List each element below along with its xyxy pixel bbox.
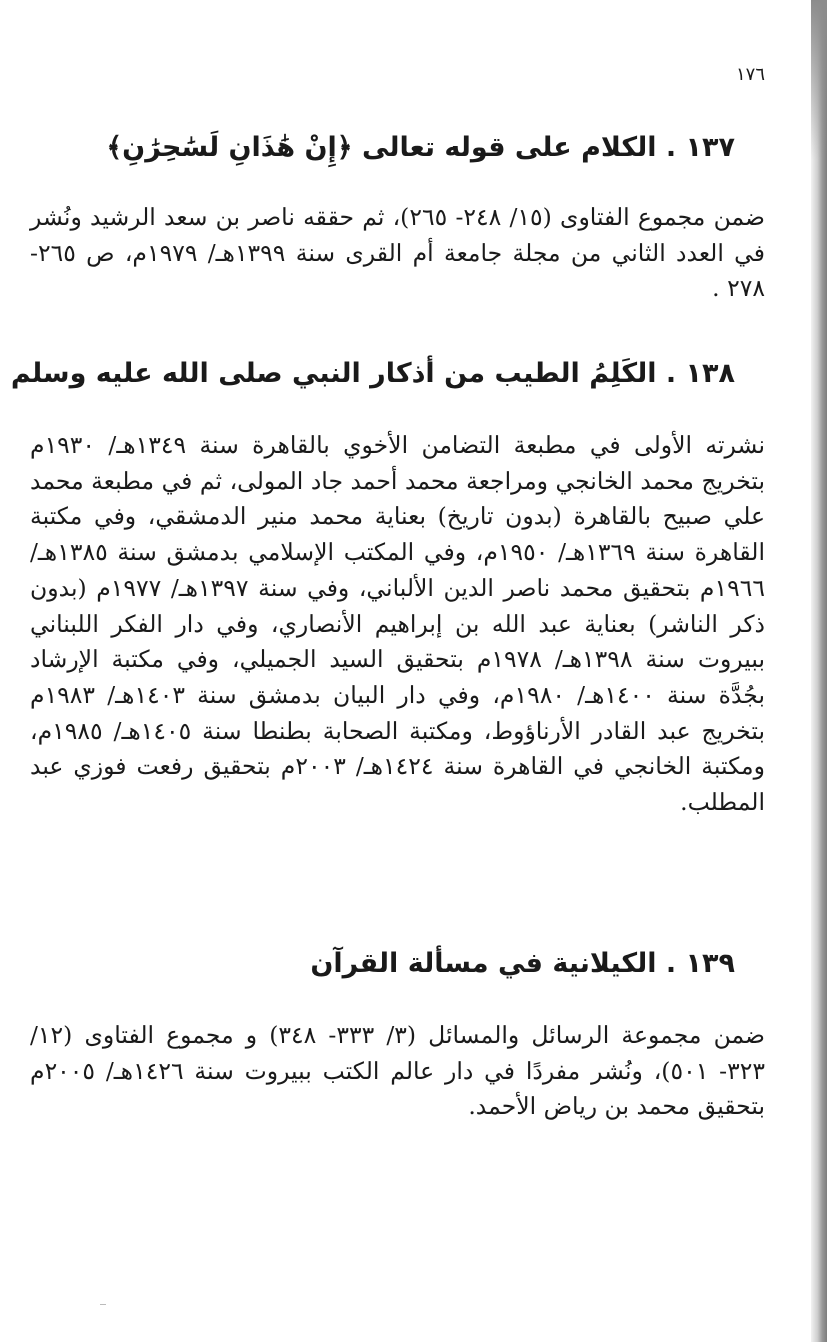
scan-edge-shadow-top [811, 0, 827, 160]
entry-137-body [30, 200, 765, 307]
entry-138-text: نشرته الأولى في مطبعة التضامن الأخوي بالقاهرة سنة ١٣٤٩هـ/ ١٩٣٠م بتخريج محمد الخانجي ومراجعة محمد أحمد جاد المولى، ثم في مطبعة محمد علي صبيح بالقاهرة (بدون تاريخ) بعناية محمد منير الدمشقي، وفي مكتبة القاهرة سنة ١٣٦٩هـ/ ١٩٥٠م، وفي المكتب الإسلامي بدمشق سنة ١٣٨٥هـ/ ١٩٦٦م بتحقيق محمد ناصر الدين الألباني، وفي سنة ١٣٩٧هـ/ ١٩٧٧م (بدون ذكر الناشر) بعناية عبد الله بن إبراهيم الأنصاري، وفي دار الفكر اللبناني ببيروت سنة ١٣٩٨هـ/ ١٩٧٨م بتحقيق السيد الجميلي، وفي مكتبة الإرشاد بجُدَّة سنة ١٤٠٠هـ/ ١٩٨٠م، وفي دار البيان بدمشق سنة ١٤٠٣هـ/ ١٩٨٣م بتخريج عبد القادر الأرناؤوط، ومكتبة الصحابة بطنطا سنة ١٤٠٥هـ/ ١٩٨٥م، ومكتبة الخانجي في القاهرة سنة ١٤٢٤هـ/ ٢٠٠٣م بتحقيق رفعت فوزي عبد المطلب. [30, 431, 765, 817]
entry-138-title: ١٣٨ . الكَلِمُ الطيب من أذكار النبي صلى الله عليه وسلم [10, 358, 735, 389]
entry-137-text: ضمن مجموع الفتاوى (١٥/ ٢٤٨- ٢٦٥)، ثم حققه ناصر بن سعد الرشيد ونُشر في العدد الثاني من مجلة جامعة أم القرى سنة ١٣٩٩هـ/ ١٩٧٩م، ص ٢٦٥- ٢٧٨ . [30, 203, 765, 303]
page-number: ١٧٦ [735, 64, 765, 85]
entry-139-body [30, 1018, 765, 1125]
entry-137-title: ١٣٧ . الكلام على قوله تعالى ﴿إِنْ هَٰذَانِ لَسَٰحِرَٰنِ﴾ [106, 132, 735, 163]
entry-138-body [30, 428, 765, 821]
entry-139-title: ١٣٩ . الكيلانية في مسألة القرآن [310, 948, 735, 979]
entry-139-text: ضمن مجموعة الرسائل والمسائل (٣/ ٣٣٣- ٣٤٨) و مجموع الفتاوى (١٢/ ٣٢٣- ٥٠١)، ونُشر مفردًا في دار عالم الكتب ببيروت سنة ١٤٢٦هـ/ ٢٠٠٥م بتحقيق محمد بن رياض الأحمد. [30, 1021, 765, 1121]
scan-edge-shadow [811, 0, 827, 1342]
scan-speck [100, 1304, 106, 1305]
